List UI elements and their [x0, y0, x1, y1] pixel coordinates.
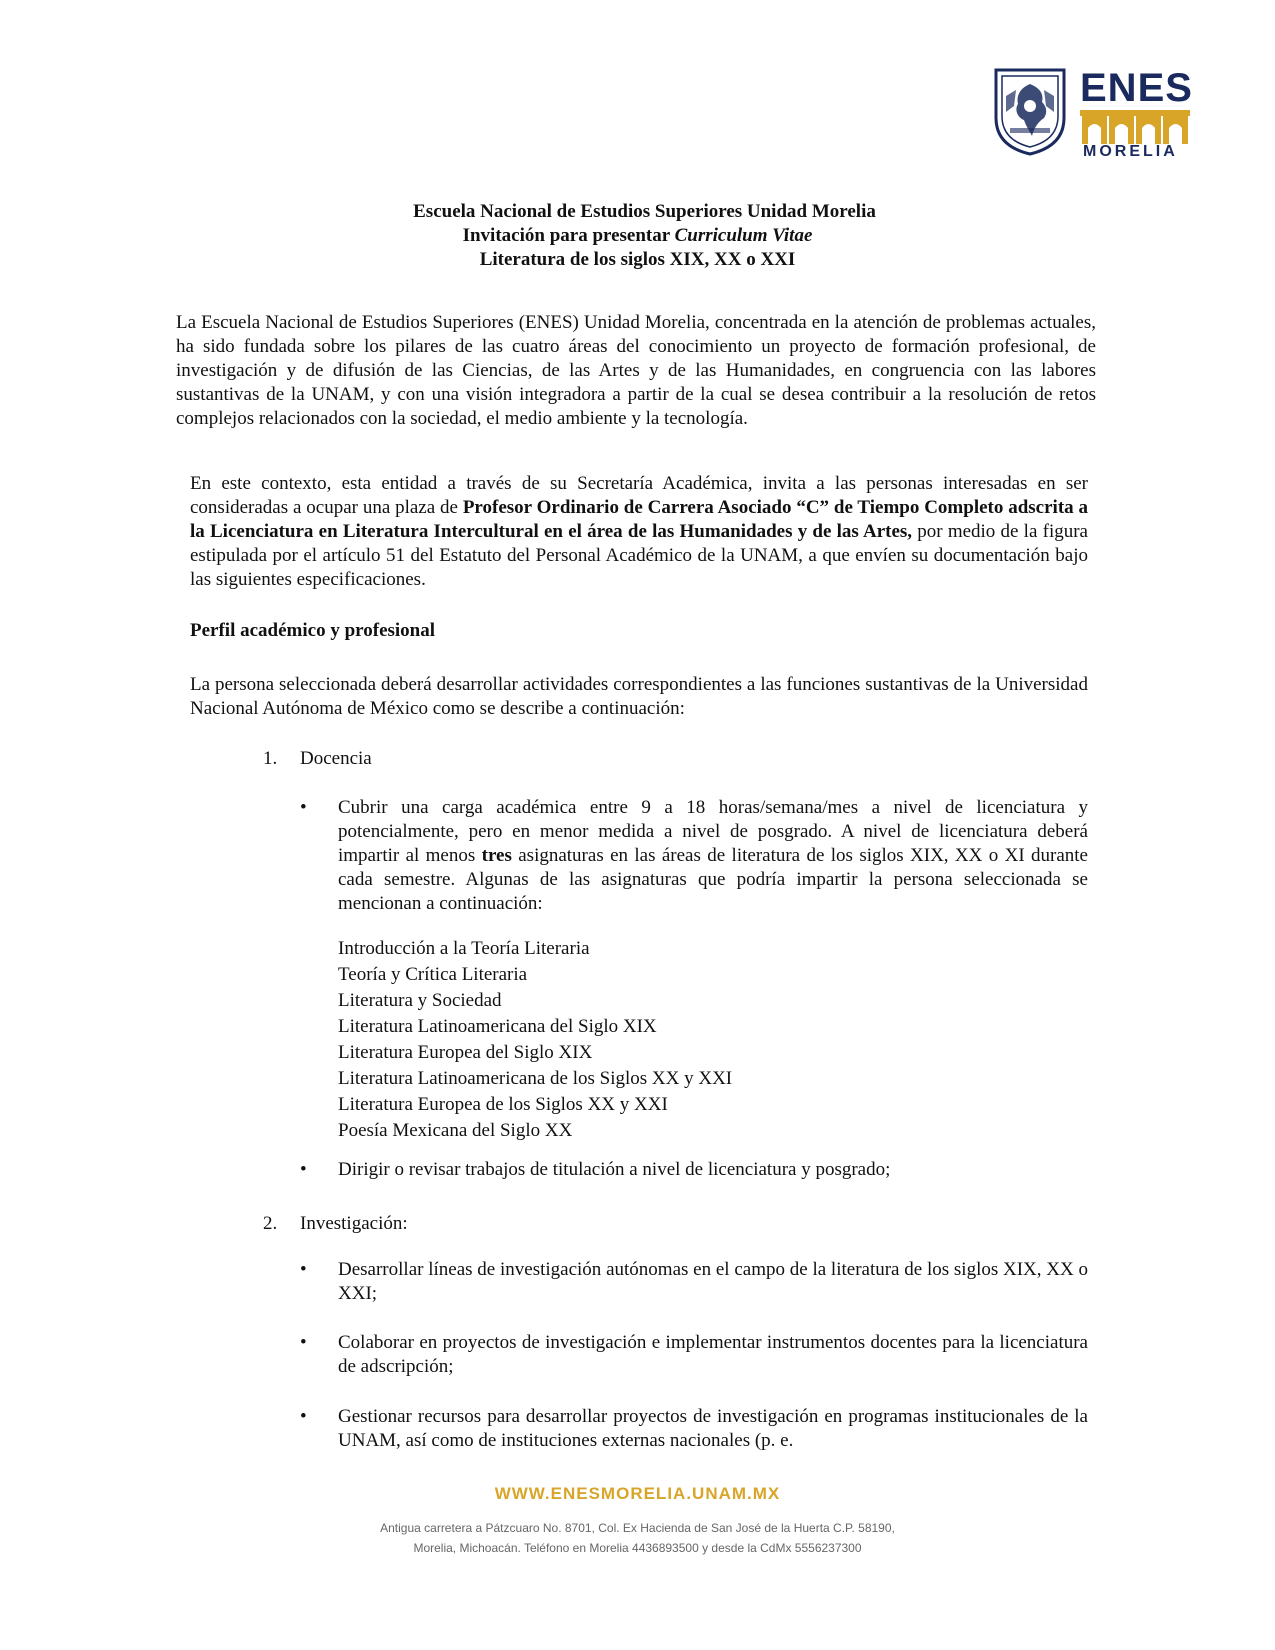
bullet-text: Desarrollar líneas de investigación autónomas en el campo de la literatura de los siglos XIX, XX o XXI; — [338, 1259, 1088, 1304]
subject-item: Literatura Europea del Siglo XIX — [338, 1042, 593, 1063]
bullet-text: Gestionar recursos para desarrollar proyectos de investigación en programas institucionales de la UNAM, así como de instituciones externas nacionales (p. e. — [338, 1406, 1088, 1451]
document-header — [0, 200, 1275, 272]
footer-address — [0, 1518, 1275, 1558]
bullet-icon: • — [300, 797, 307, 818]
section-title: Docencia — [300, 748, 372, 769]
subject-item: Literatura Latinoamericana de los Siglos XX y XXI — [338, 1068, 733, 1089]
section-number: 1. — [263, 748, 278, 769]
bullet-text: Colaborar en proyectos de investigación e implementar instrumentos docentes para la licenciatura de adscripción; — [338, 1332, 1088, 1377]
logo-brand-text: ENES — [1080, 66, 1193, 110]
subject-item: Literatura Europea de los Siglos XX y XXI — [338, 1094, 668, 1115]
subject-item: Teoría y Crítica Literaria — [338, 964, 528, 985]
logo-campus-text: MORELIA — [1083, 143, 1178, 160]
bullet-text: Cubrir una carga académica entre 9 a 18 horas/semana/mes a nivel de licenciatura y potencialmente, pero en menor medida a nivel de posgrado. A nivel de licenciatura deberá impartir al menos tres asignaturas en las áreas de literatura de los siglos XIX, XX o XI durante cada semestre. Algunas de las asignaturas que podría impartir la persona seleccionada se mencionan a continuación: — [338, 797, 1088, 914]
position-title: Profesor Ordinario de Carrera Asociado “C” de Tiempo Completo adscrita a la Licenciatura en Literatura Intercultural en el área de las Humanidades y de las Artes, — [190, 497, 1088, 542]
section-number: 2. — [263, 1213, 278, 1234]
bullet-icon: • — [300, 1259, 307, 1280]
footer-contact-line: Morelia, Michoacán. Teléfono en Morelia 4436893500 y desde la CdMx 5556237300 — [413, 1541, 862, 1555]
arches-icon — [1080, 110, 1190, 144]
section-title: Investigación: — [300, 1213, 408, 1234]
subject-item: Poesía Mexicana del Siglo XX — [338, 1120, 573, 1141]
bullet-icon: • — [300, 1159, 307, 1180]
perfil-heading: Perfil académico y profesional — [190, 620, 436, 641]
header-invitation: Invitación para presentar Curriculum Vitae — [462, 225, 813, 246]
subject-item: Introducción a la Teoría Literaria — [338, 938, 590, 959]
header-institution: Escuela Nacional de Estudios Superiores Unidad Morelia — [413, 201, 876, 222]
perfil-paragraph: La persona seleccionada deberá desarrollar actividades correspondientes a las funciones sustantivas de la Universidad Nacional Autónoma de México como se describe a continuación: — [190, 674, 1088, 719]
footer-website-link[interactable]: WWW.ENESMORELIA.UNAM.MX — [494, 1484, 781, 1503]
bullet-icon: • — [300, 1406, 307, 1427]
context-paragraph: En este contexto, esta entidad a través de su Secretaría Académica, invita a las personas interesadas en ser consideradas a ocupar una plaza de Profesor Ordinario de Carrera Asociado “C” de Tiempo Completo adscrita a la Licenciatura en Literatura Intercultural en el área de las Humanidades y de las Artes, por medio de la figura estipulada por el artículo 51 del Estatuto del Personal Académico de la UNAM, a que envíen su documentación bajo las siguientes especificaciones. — [190, 473, 1088, 590]
bullet-text: Dirigir o revisar trabajos de titulación a nivel de licenciatura y posgrado; — [338, 1159, 891, 1180]
subjects-list — [338, 936, 732, 1144]
enes-morelia-logo — [990, 66, 1200, 162]
intro-paragraph: La Escuela Nacional de Estudios Superiores (ENES) Unidad Morelia, concentrada en la atención de problemas actuales, ha sido fundada sobre los pilares de las cuatro áreas del conocimiento un proyecto de formación profesional, de investigación y de difusión de las Ciencias, de las Artes y de las Humanidades, en congruencia con las labores sustantivas de la UNAM, y con una visión integradora a partir de la cual se desea contribuir a la resolución de retos complejos relacionados con la sociedad, el medio ambiente y la tecnología. — [176, 312, 1096, 429]
footer-address-line: Antigua carretera a Pátzcuaro No. 8701, Col. Ex Hacienda de San José de la Huerta C.P. 58190, — [380, 1521, 895, 1535]
bullet-icon: • — [300, 1332, 307, 1353]
header-area: Literatura de los siglos XIX, XX o XXI — [479, 249, 796, 270]
subject-item: Literatura Latinoamericana del Siglo XIX — [338, 1016, 657, 1037]
unam-seal-icon — [990, 66, 1070, 156]
subject-item: Literatura y Sociedad — [338, 990, 502, 1011]
header-cv-italic: Curriculum Vitae — [674, 225, 813, 246]
